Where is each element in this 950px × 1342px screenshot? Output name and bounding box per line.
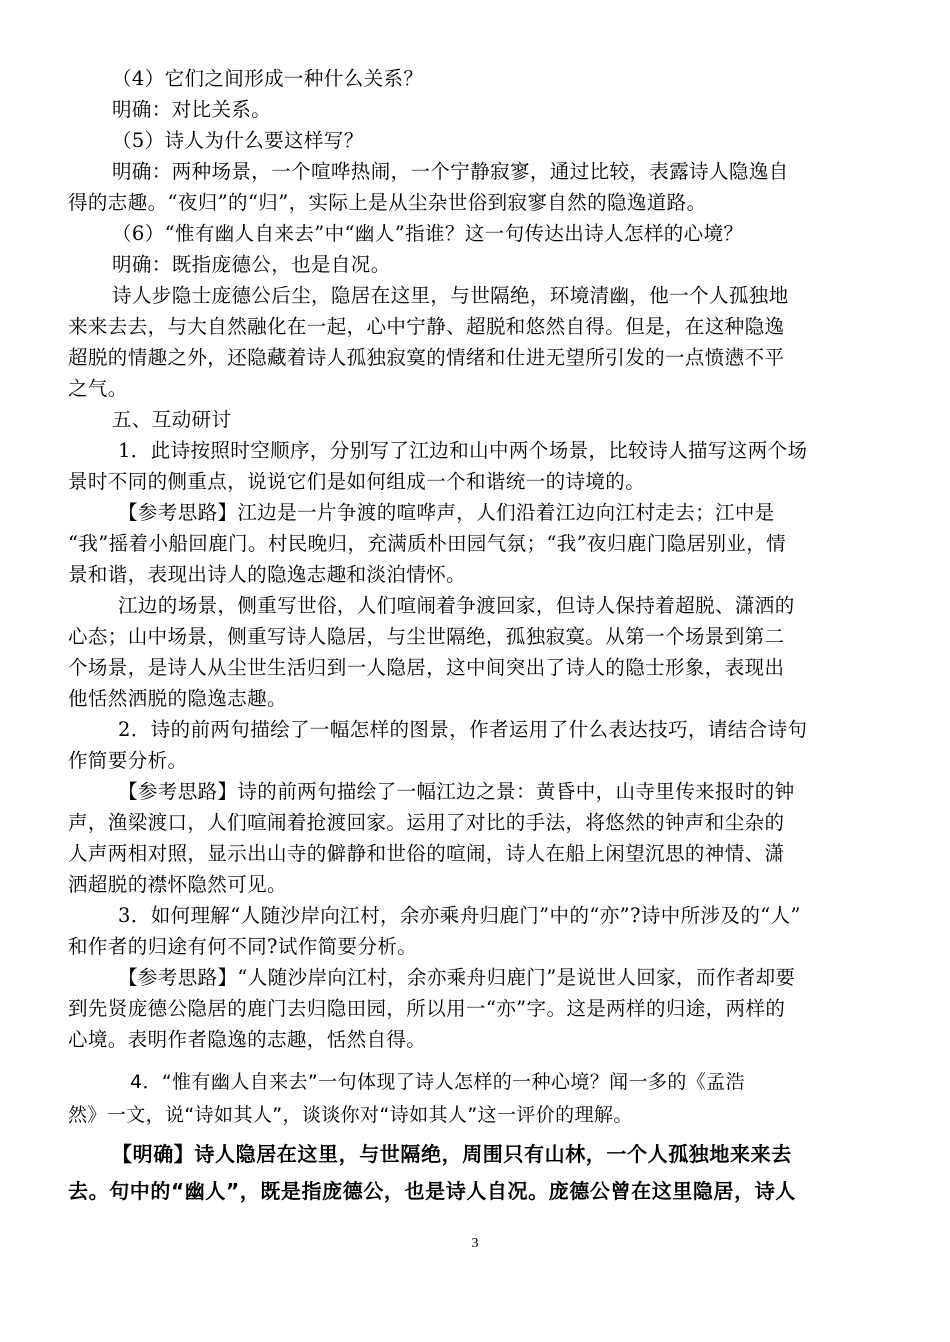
- answer-4-bold-line-1: 【明确】诗人隐居在这里，与世隔绝，周围只有山林，一个人孤独地来来去: [112, 1142, 792, 1166]
- answer-4-bold-line-2: 去。句中的“幽人”，既是指庞德公，也是诗人自况。庞德公曾在这里隐居，诗人: [68, 1179, 796, 1203]
- paragraph-line: 他恬然洒脱的隐逸志趣。: [68, 687, 287, 710]
- reference-2-line-4: 洒超脱的襟怀隐然可见。: [68, 873, 287, 896]
- discussion-3-line-2: 和作者的归途有何不同?试作简要分析。: [68, 935, 418, 958]
- paragraph-line: 超脱的情趣之外，还隐藏着诗人孤独寂寞的情绪和仕进无望所引发的一点愤懑不平: [68, 346, 785, 369]
- reference-3-line-1: 【参考思路】“人随沙岸向江村，余亦乘舟归鹿门”是说世人回家，而作者却要: [118, 966, 796, 989]
- answer-5-line-1: 明确：两种场景，一个喧哗热闹，一个宁静寂寥，通过比较，表露诗人隐逸自: [112, 160, 789, 183]
- answer-6: 明确：既指庞德公，也是自况。: [112, 253, 391, 276]
- reference-3-line-3: 心境。表明作者隐逸的志趣，恬然自得。: [68, 1028, 427, 1051]
- reference-1-line-3: 景和谐，表现出诗人的隐逸志趣和淡泊情怀。: [68, 563, 467, 586]
- reference-2-line-3: 人声两相对照，显示出山寺的僻静和世俗的喧闹，诗人在船上闲望沉思的神情、潇: [68, 842, 785, 865]
- discussion-2-line-1: 2．诗的前两句描绘了一幅怎样的图景，作者运用了什么表达技巧，请结合诗句: [118, 718, 808, 741]
- answer-5-line-2: 得的志趣。“夜归”的“归”，实际上是从尘杂世俗到寂寥自然的隐逸道路。: [68, 191, 707, 214]
- paragraph-line: 心态；山中场景，侧重写诗人隐居，与尘世隔绝，孤独寂寞。从第一个场景到第二: [68, 625, 785, 648]
- discussion-4-line-1: 4．“惟有幽人自来去”一句体现了诗人怎样的一种心境？闻一多的《孟浩: [130, 1071, 745, 1093]
- page-number: 3: [471, 1236, 479, 1251]
- discussion-4-line-2: 然》一文，说“诗如其人”，谈谈你对“诗如其人”这一评价的理解。: [68, 1104, 633, 1126]
- answer-4: 明确：对比关系。: [112, 98, 272, 121]
- reference-3-line-2: 到先贤庞德公隐居的鹿门去归隐田园，所以用一“亦”字。这是两样的归途，两样的: [68, 997, 786, 1020]
- question-5: （5）诗人为什么要这样写？: [112, 129, 364, 152]
- reference-2-line-2: 声，渔梁渡口，人们喧闹着抢渡回家。运用了对比的手法，将悠然的钟声和尘杂的: [68, 811, 785, 834]
- paragraph-line: 之气。: [68, 377, 128, 400]
- question-6: （6）“惟有幽人自来去”中“幽人”指谁？这一句传达出诗人怎样的心境？: [112, 222, 744, 245]
- paragraph-line: 诗人步隐士庞德公后尘，隐居在这里，与世隔绝，环境清幽，他一个人孤独地: [112, 284, 789, 307]
- reference-1-line-1: 【参考思路】江边是一片争渡的喧哗声，人们沿着江边向江村走去；江中是: [118, 501, 775, 524]
- discussion-2-line-2: 作简要分析。: [68, 749, 188, 772]
- discussion-3-line-1: 3．如何理解“人随沙岸向江村，余亦乘舟归鹿门”中的“亦”?诗中所涉及的“人”: [118, 904, 801, 927]
- discussion-1-line-1: 1．此诗按照时空顺序，分别写了江边和山中两个场景，比较诗人描写这两个场: [118, 439, 808, 462]
- discussion-1-line-2: 景时不同的侧重点，说说它们是如何组成一个和谐统一的诗境的。: [68, 470, 646, 493]
- section-heading: 五、互动研讨: [112, 408, 232, 431]
- reference-1-line-2: “我”摇着小船回鹿门。村民晚归，充满质朴田园气氛；“我”夜归鹿门隐居别业，情: [68, 532, 787, 555]
- paragraph-line: 江边的场景，侧重写世俗，人们喧闹着争渡回家，但诗人保持着超脱、潇洒的: [118, 594, 795, 617]
- paragraph-line: 来来去去，与大自然融化在一起，心中宁静、超脱和悠然自得。但是，在这种隐逸: [68, 315, 785, 338]
- reference-2-line-1: 【参考思路】诗的前两句描绘了一幅江边之景：黄昏中，山寺里传来报时的钟: [118, 780, 795, 803]
- question-4: （4）它们之间形成一种什么关系？: [112, 67, 424, 90]
- paragraph-line: 个场景，是诗人从尘世生活归到一人隐居，这中间突出了诗人的隐士形象，表现出: [68, 656, 785, 679]
